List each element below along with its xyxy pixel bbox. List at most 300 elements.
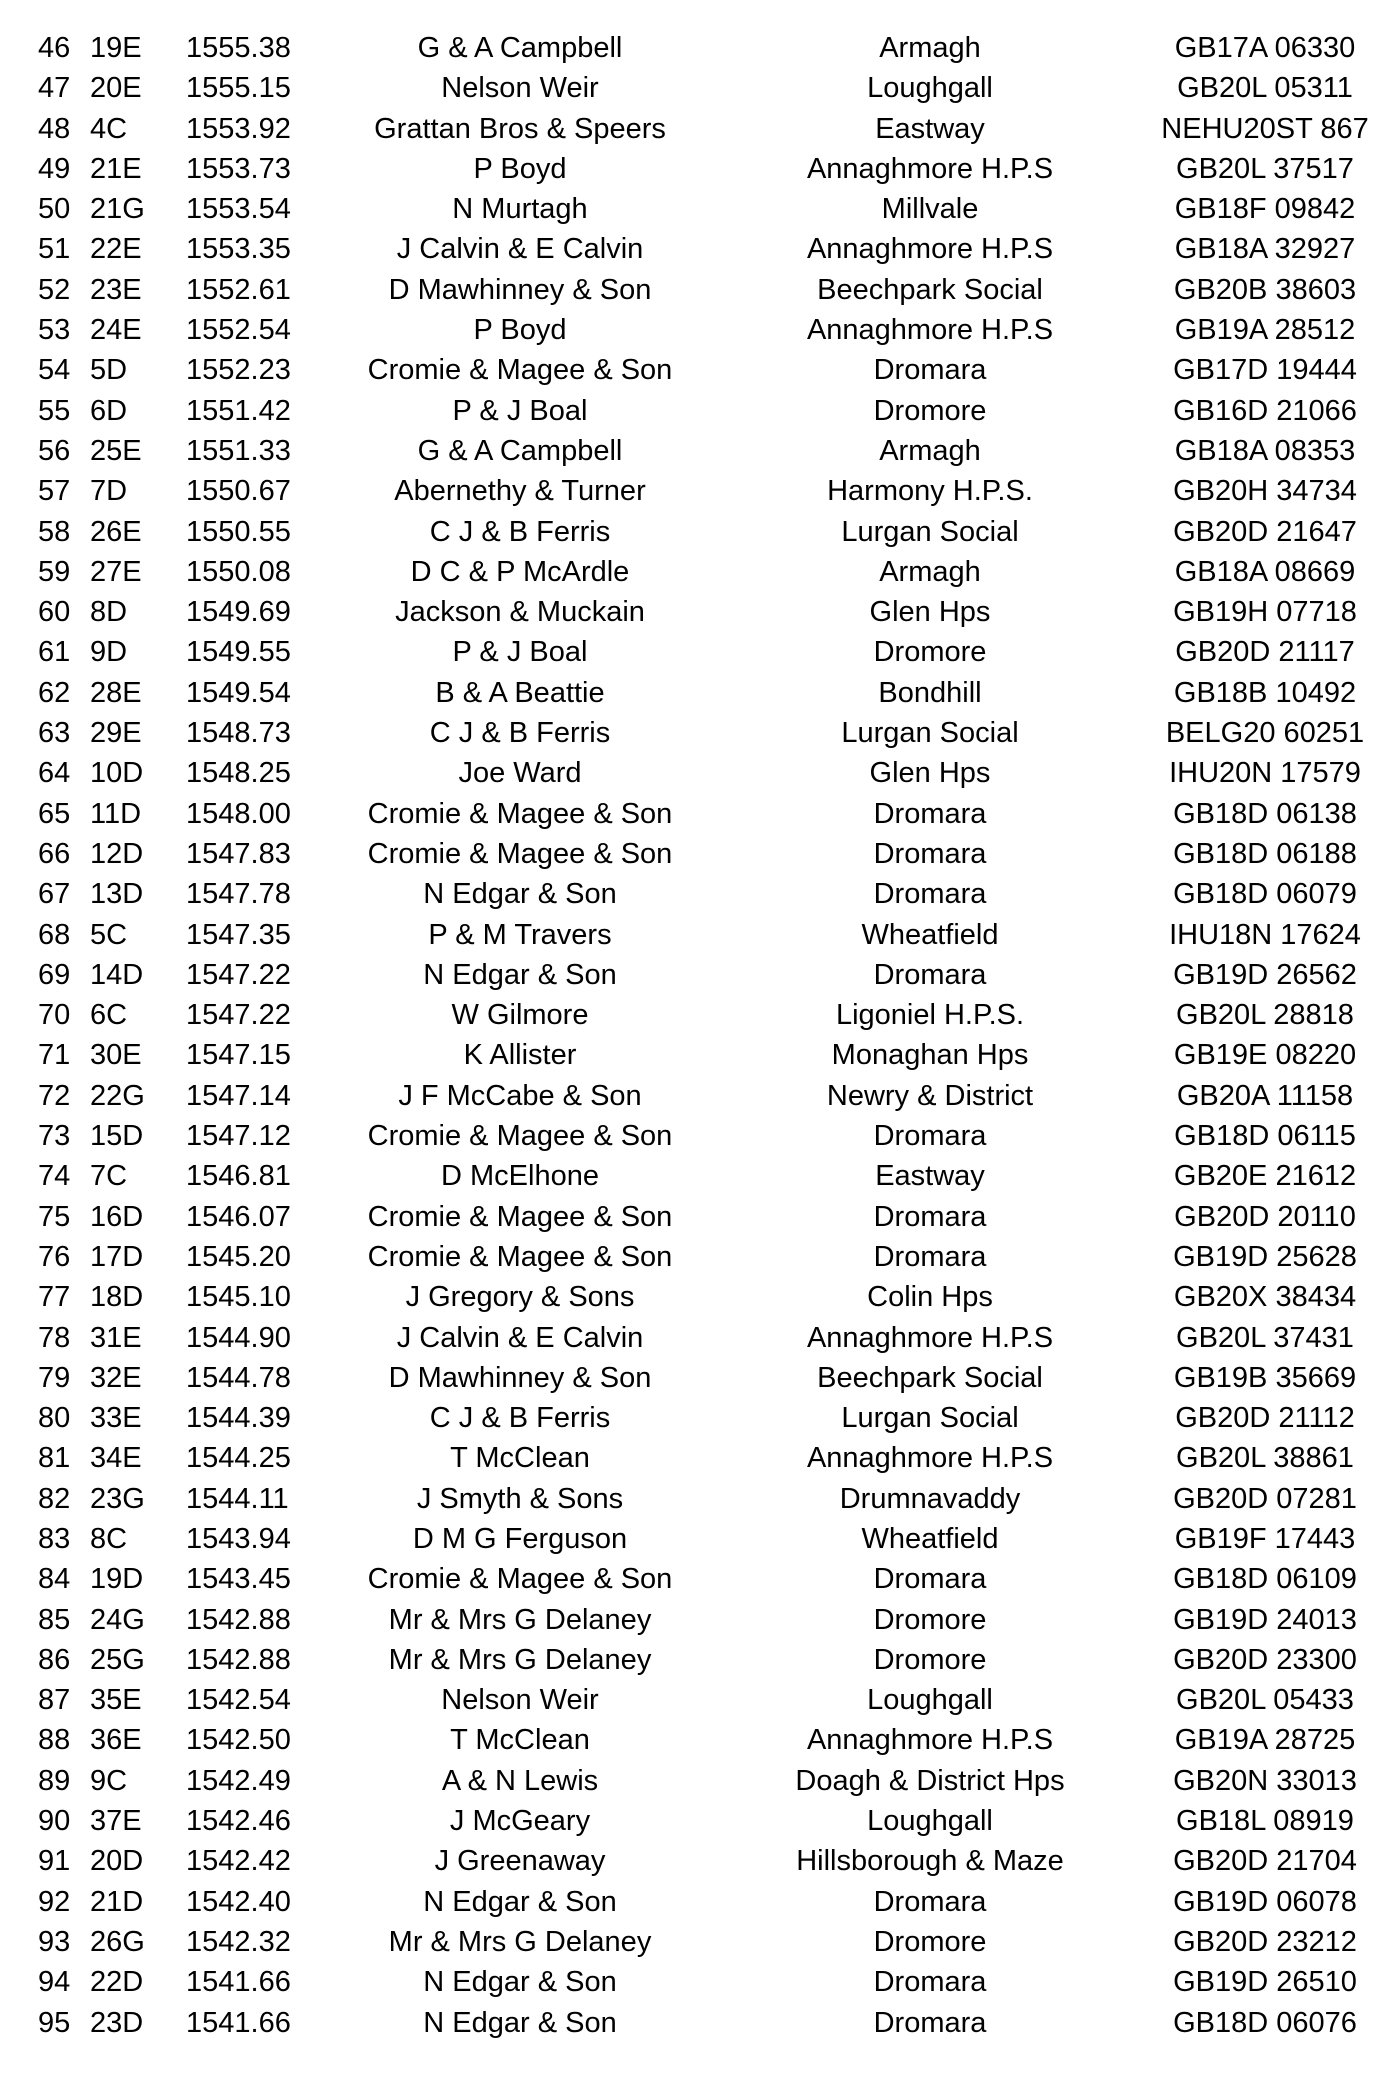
- section-code-cell: 19D: [90, 1563, 144, 1596]
- fancier-name-cell: J Smyth & Sons: [416, 1482, 624, 1515]
- fancier-name-cell: C J & B Ferris: [429, 515, 611, 548]
- section-code-cell: 15D: [90, 1120, 144, 1153]
- velocity-cell: 1552.23: [186, 354, 291, 387]
- position-cell: 68: [38, 918, 71, 951]
- position-cell: 49: [38, 152, 71, 185]
- section-code-cell: 25E: [90, 434, 142, 467]
- fancier-name-cell: N Edgar & Son: [423, 878, 617, 911]
- fancier-name-cell: T McClean: [450, 1724, 590, 1757]
- velocity-cell: 1551.42: [186, 394, 291, 427]
- ring-number-cell: GB20B 38603: [1173, 273, 1357, 306]
- velocity-cell: 1542.88: [186, 1603, 291, 1636]
- club-cell: Annaghmore H.P.S: [806, 152, 1054, 185]
- club-cell: Dromore: [873, 1603, 987, 1636]
- ring-number-cell: NEHU20ST 867: [1161, 112, 1369, 145]
- section-code-cell: 26E: [90, 515, 142, 548]
- fancier-name-cell: G & A Campbell: [417, 32, 623, 64]
- position-cell: 77: [38, 1281, 71, 1314]
- fancier-name-cell: D C & P McArdle: [410, 555, 630, 588]
- fancier-name-cell: N Edgar & Son: [423, 1966, 617, 1999]
- section-code-cell: 9C: [90, 1764, 128, 1797]
- velocity-cell: 1542.54: [186, 1684, 291, 1717]
- velocity-cell: 1542.50: [186, 1724, 291, 1757]
- club-cell: Annaghmore H.P.S: [806, 314, 1054, 347]
- fancier-name-cell: Nelson Weir: [441, 72, 599, 105]
- ring-number-cell: GB20D 21117: [1175, 636, 1355, 669]
- fancier-name-cell: N Edgar & Son: [423, 958, 617, 991]
- fancier-name-cell: Cromie & Magee & Son: [367, 1240, 673, 1273]
- ring-number-cell: GB19E 08220: [1173, 1039, 1357, 1072]
- fancier-name-cell: Cromie & Magee & Son: [367, 837, 673, 870]
- velocity-cell: 1542.32: [186, 1925, 291, 1958]
- table-row: [0, 1841, 1385, 1881]
- section-code-cell: 23E: [90, 273, 142, 306]
- position-cell: 47: [38, 72, 71, 105]
- section-code-cell: 22E: [90, 233, 142, 266]
- ring-number-cell: GB19B 35669: [1173, 1361, 1357, 1394]
- club-cell: Dromore: [873, 394, 987, 427]
- position-cell: 53: [38, 314, 71, 347]
- club-cell: Wheatfield: [861, 918, 999, 951]
- club-cell: Annaghmore H.P.S: [806, 233, 1054, 266]
- position-cell: 57: [38, 475, 71, 508]
- ring-number-cell: GB19D 24013: [1173, 1603, 1357, 1636]
- position-cell: 48: [38, 112, 71, 145]
- velocity-cell: 1547.22: [186, 958, 291, 991]
- velocity-cell: 1549.69: [186, 596, 291, 629]
- ring-number-cell: GB19D 25628: [1173, 1240, 1357, 1273]
- fancier-name-cell: Mr & Mrs G Delaney: [388, 1603, 652, 1636]
- section-code-cell: 4C: [90, 112, 128, 145]
- position-cell: 50: [38, 193, 71, 226]
- fancier-name-cell: J F McCabe & Son: [398, 1079, 642, 1112]
- fancier-name-cell: Cromie & Magee & Son: [367, 1200, 673, 1233]
- table-row: [0, 1358, 1385, 1398]
- velocity-cell: 1548.73: [186, 717, 291, 750]
- club-cell: Bondhill: [878, 676, 982, 709]
- table-row: [0, 1962, 1385, 2002]
- section-code-cell: 23G: [90, 1482, 145, 1515]
- ring-number-cell: GB20D 21112: [1175, 1402, 1355, 1435]
- section-code-cell: 14D: [90, 958, 144, 991]
- section-code-cell: 26G: [90, 1925, 145, 1958]
- section-code-cell: 10D: [90, 757, 144, 790]
- club-cell: Drumnavaddy: [839, 1482, 1021, 1515]
- section-code-cell: 20D: [90, 1845, 144, 1878]
- position-cell: 75: [38, 1200, 71, 1233]
- position-cell: 94: [38, 1966, 71, 1999]
- table-row: [0, 874, 1385, 914]
- velocity-cell: 1542.42: [186, 1845, 291, 1878]
- fancier-name-cell: N Murtagh: [452, 193, 588, 226]
- velocity-cell: 1548.25: [186, 757, 291, 790]
- fancier-name-cell: D Mawhinney & Son: [388, 1361, 652, 1394]
- velocity-cell: 1547.12: [186, 1120, 291, 1153]
- fancier-name-cell: Joe Ward: [458, 757, 582, 790]
- velocity-cell: 1542.49: [186, 1764, 291, 1797]
- fancier-name-cell: Jackson & Muckain: [395, 596, 645, 629]
- club-cell: Glen Hps: [869, 596, 991, 629]
- table-row: [0, 1197, 1385, 1237]
- ring-number-cell: GB19A 28725: [1174, 1724, 1356, 1757]
- velocity-cell: 1544.90: [186, 1321, 291, 1354]
- ring-number-cell: GB17A 06330: [1174, 32, 1356, 64]
- velocity-cell: 1550.67: [186, 475, 291, 508]
- ring-number-cell: GB20E 21612: [1173, 1160, 1357, 1193]
- club-cell: Loughgall: [867, 1805, 993, 1838]
- table-row: [0, 592, 1385, 632]
- section-code-cell: 32E: [90, 1361, 142, 1394]
- fancier-name-cell: Abernethy & Turner: [394, 475, 646, 508]
- position-cell: 54: [38, 354, 71, 387]
- club-cell: Newry & District: [826, 1079, 1034, 1112]
- table-row: [0, 1035, 1385, 1075]
- table-row: [0, 834, 1385, 874]
- club-cell: Dromara: [873, 1240, 987, 1273]
- position-cell: 78: [38, 1321, 71, 1354]
- table-row: [0, 1076, 1385, 1116]
- position-cell: 46: [38, 32, 71, 64]
- section-code-cell: 21D: [90, 1885, 144, 1918]
- velocity-cell: 1550.08: [186, 555, 291, 588]
- fancier-name-cell: D M G Ferguson: [412, 1522, 628, 1555]
- section-code-cell: 5D: [90, 354, 128, 387]
- position-cell: 58: [38, 515, 71, 548]
- fancier-name-cell: J Gregory & Sons: [405, 1281, 635, 1314]
- section-code-cell: 33E: [90, 1402, 142, 1435]
- ring-number-cell: GB20D 23212: [1173, 1925, 1357, 1958]
- velocity-cell: 1549.55: [186, 636, 291, 669]
- club-cell: Armagh: [879, 555, 981, 588]
- ring-number-cell: GB20D 21647: [1173, 515, 1357, 548]
- position-cell: 86: [38, 1643, 71, 1676]
- velocity-cell: 1541.66: [186, 2006, 291, 2039]
- velocity-cell: 1542.40: [186, 1885, 291, 1918]
- section-code-cell: 18D: [90, 1281, 144, 1314]
- velocity-cell: 1549.54: [186, 676, 291, 709]
- position-cell: 51: [38, 233, 71, 266]
- ring-number-cell: GB19A 28512: [1174, 314, 1356, 347]
- position-cell: 70: [38, 999, 71, 1032]
- ring-number-cell: BELG20 60251: [1165, 717, 1365, 750]
- ring-number-cell: GB19D 26562: [1173, 958, 1357, 991]
- table-row: [0, 270, 1385, 310]
- club-cell: Dromara: [873, 1120, 987, 1153]
- club-cell: Dromara: [873, 1966, 987, 1999]
- section-code-cell: 23D: [90, 2006, 144, 2039]
- velocity-cell: 1543.45: [186, 1563, 291, 1596]
- section-code-cell: 6D: [90, 394, 128, 427]
- position-cell: 72: [38, 1079, 71, 1112]
- velocity-cell: 1544.78: [186, 1361, 291, 1394]
- table-row: [0, 149, 1385, 189]
- club-cell: Annaghmore H.P.S: [806, 1321, 1054, 1354]
- table-row: [0, 995, 1385, 1035]
- club-cell: Doagh & District Hps: [795, 1764, 1065, 1797]
- club-cell: Dromara: [873, 2006, 987, 2039]
- table-row: [0, 955, 1385, 995]
- ring-number-cell: GB18F 09842: [1174, 193, 1356, 226]
- position-cell: 63: [38, 717, 71, 750]
- position-cell: 67: [38, 878, 71, 911]
- fancier-name-cell: P & M Travers: [428, 918, 612, 951]
- section-code-cell: 16D: [90, 1200, 144, 1233]
- club-cell: Dromara: [873, 837, 987, 870]
- ring-number-cell: GB19D 26510: [1173, 1966, 1357, 1999]
- velocity-cell: 1547.14: [186, 1079, 291, 1112]
- ring-number-cell: GB18D 06138: [1173, 797, 1357, 830]
- section-code-cell: 7D: [90, 475, 128, 508]
- position-cell: 76: [38, 1240, 71, 1273]
- table-row: [0, 109, 1385, 149]
- club-cell: Lurgan Social: [841, 515, 1019, 548]
- fancier-name-cell: P Boyd: [473, 152, 567, 185]
- table-row: [0, 1680, 1385, 1720]
- table-row: [0, 28, 1385, 68]
- table-row: [0, 794, 1385, 834]
- fancier-name-cell: J Calvin & E Calvin: [396, 1321, 644, 1354]
- ring-number-cell: GB20L 37431: [1176, 1321, 1354, 1354]
- section-code-cell: 35E: [90, 1684, 142, 1717]
- section-code-cell: 31E: [90, 1321, 142, 1354]
- fancier-name-cell: Mr & Mrs G Delaney: [388, 1925, 652, 1958]
- ring-number-cell: GB18A 08669: [1174, 555, 1356, 588]
- ring-number-cell: GB20L 05311: [1177, 72, 1353, 105]
- velocity-cell: 1547.78: [186, 878, 291, 911]
- table-row: [0, 1479, 1385, 1519]
- club-cell: Annaghmore H.P.S: [806, 1442, 1054, 1475]
- club-cell: Lurgan Social: [841, 1402, 1019, 1435]
- club-cell: Dromore: [873, 636, 987, 669]
- club-cell: Colin Hps: [867, 1281, 993, 1314]
- ring-number-cell: GB20D 07281: [1173, 1482, 1357, 1515]
- table-row: [0, 1237, 1385, 1277]
- club-cell: Millvale: [881, 193, 979, 226]
- velocity-cell: 1544.39: [186, 1402, 291, 1435]
- position-cell: 87: [38, 1684, 71, 1717]
- club-cell: Beechpark Social: [817, 1361, 1043, 1394]
- ring-number-cell: GB20L 05433: [1176, 1684, 1354, 1717]
- ring-number-cell: GB20D 21704: [1173, 1845, 1357, 1878]
- ring-number-cell: GB20N 33013: [1173, 1764, 1357, 1797]
- table-row: [0, 1438, 1385, 1478]
- section-code-cell: 30E: [90, 1039, 142, 1072]
- fancier-name-cell: C J & B Ferris: [429, 717, 611, 750]
- position-cell: 62: [38, 676, 71, 709]
- ring-number-cell: GB20D 20110: [1174, 1200, 1356, 1233]
- position-cell: 61: [38, 636, 71, 669]
- fancier-name-cell: Cromie & Magee & Son: [367, 354, 673, 387]
- velocity-cell: 1547.15: [186, 1039, 291, 1072]
- ring-number-cell: GB19F 17443: [1174, 1522, 1356, 1555]
- position-cell: 56: [38, 434, 71, 467]
- fancier-name-cell: G & A Campbell: [417, 434, 623, 467]
- club-cell: Dromara: [873, 878, 987, 911]
- position-cell: 79: [38, 1361, 71, 1394]
- ring-number-cell: IHU20N 17579: [1169, 757, 1361, 790]
- section-code-cell: 11D: [90, 797, 142, 830]
- club-cell: Dromore: [873, 1643, 987, 1676]
- table-row: [0, 229, 1385, 269]
- ring-number-cell: GB18D 06079: [1173, 878, 1357, 911]
- position-cell: 71: [38, 1039, 71, 1072]
- club-cell: Hillsborough & Maze: [796, 1845, 1064, 1878]
- club-cell: Loughgall: [867, 1684, 993, 1717]
- table-row: [0, 673, 1385, 713]
- velocity-cell: 1552.54: [186, 314, 291, 347]
- fancier-name-cell: J McGeary: [449, 1805, 591, 1838]
- velocity-cell: 1553.54: [186, 193, 291, 226]
- velocity-cell: 1548.00: [186, 797, 291, 830]
- club-cell: Dromore: [873, 1925, 987, 1958]
- position-cell: 60: [38, 596, 71, 629]
- section-code-cell: 13D: [90, 878, 144, 911]
- section-code-cell: 24G: [90, 1603, 145, 1636]
- ring-number-cell: GB20H 34734: [1173, 475, 1357, 508]
- section-code-cell: 22G: [90, 1079, 145, 1112]
- club-cell: Dromara: [873, 1885, 987, 1918]
- club-cell: Eastway: [875, 112, 985, 145]
- ring-number-cell: GB18D 06188: [1173, 837, 1357, 870]
- table-row: [0, 1156, 1385, 1196]
- position-cell: 55: [38, 394, 71, 427]
- fancier-name-cell: Mr & Mrs G Delaney: [388, 1643, 652, 1676]
- fancier-name-cell: J Calvin & E Calvin: [396, 233, 644, 266]
- velocity-cell: 1551.33: [186, 434, 291, 467]
- ring-number-cell: GB18D 06076: [1173, 2006, 1357, 2039]
- table-row: [0, 1640, 1385, 1680]
- section-code-cell: 22D: [90, 1966, 144, 1999]
- section-code-cell: 20E: [90, 72, 142, 105]
- table-row: [0, 512, 1385, 552]
- section-code-cell: 5C: [90, 918, 128, 951]
- fancier-name-cell: B & A Beattie: [435, 676, 605, 709]
- ring-number-cell: GB19D 06078: [1173, 1885, 1357, 1918]
- velocity-cell: 1555.38: [186, 32, 291, 64]
- fancier-name-cell: A & N Lewis: [441, 1764, 599, 1797]
- table-row: [0, 1720, 1385, 1760]
- velocity-cell: 1547.35: [186, 918, 291, 951]
- club-cell: Dromara: [873, 1200, 987, 1233]
- position-cell: 59: [38, 555, 71, 588]
- club-cell: Armagh: [879, 32, 981, 64]
- velocity-cell: 1546.81: [186, 1160, 291, 1193]
- table-row: [0, 1922, 1385, 1962]
- table-row: [0, 753, 1385, 793]
- fancier-name-cell: Cromie & Magee & Son: [367, 1563, 673, 1596]
- section-code-cell: 28E: [90, 676, 142, 709]
- ring-number-cell: GB18D 06115: [1174, 1120, 1356, 1153]
- position-cell: 85: [38, 1603, 71, 1636]
- section-code-cell: 29E: [90, 717, 142, 750]
- table-row: [0, 189, 1385, 229]
- club-cell: Dromara: [873, 797, 987, 830]
- table-row: [0, 2003, 1385, 2043]
- position-cell: 91: [38, 1845, 71, 1878]
- ring-number-cell: GB20D 23300: [1173, 1643, 1357, 1676]
- section-code-cell: 12D: [90, 837, 144, 870]
- section-code-cell: 27E: [90, 555, 142, 588]
- section-code-cell: 34E: [90, 1442, 142, 1475]
- fancier-name-cell: Cromie & Magee & Son: [367, 797, 673, 830]
- table-row: [0, 552, 1385, 592]
- velocity-cell: 1547.22: [186, 999, 291, 1032]
- fancier-name-cell: Cromie & Magee & Son: [367, 1120, 673, 1153]
- table-row: [0, 1559, 1385, 1599]
- velocity-cell: 1544.11: [186, 1482, 289, 1515]
- position-cell: 90: [38, 1805, 71, 1838]
- velocity-cell: 1553.73: [186, 152, 291, 185]
- ring-number-cell: IHU18N 17624: [1169, 918, 1361, 951]
- club-cell: Beechpark Social: [817, 273, 1043, 306]
- position-cell: 73: [38, 1120, 71, 1153]
- ring-number-cell: GB20L 38861: [1176, 1442, 1354, 1475]
- ring-number-cell: GB20L 37517: [1176, 152, 1354, 185]
- table-row: [0, 1519, 1385, 1559]
- ring-number-cell: GB20X 38434: [1173, 1281, 1357, 1314]
- ring-number-cell: GB18D 06109: [1173, 1563, 1357, 1596]
- position-cell: 89: [38, 1764, 71, 1797]
- table-row: [0, 350, 1385, 390]
- table-row: [0, 1116, 1385, 1156]
- position-cell: 88: [38, 1724, 71, 1757]
- fancier-name-cell: Nelson Weir: [441, 1684, 599, 1717]
- table-row: [0, 310, 1385, 350]
- position-cell: 82: [38, 1482, 71, 1515]
- section-code-cell: 6C: [90, 999, 128, 1032]
- club-cell: Ligoniel H.P.S.: [835, 999, 1025, 1032]
- position-cell: 93: [38, 1925, 71, 1958]
- section-code-cell: 36E: [90, 1724, 142, 1757]
- velocity-cell: 1545.10: [186, 1281, 291, 1314]
- ring-number-cell: GB18A 32927: [1174, 233, 1356, 266]
- position-cell: 69: [38, 958, 71, 991]
- table-row: [0, 431, 1385, 471]
- section-code-cell: 25G: [90, 1643, 145, 1676]
- ring-number-cell: GB18B 10492: [1173, 676, 1357, 709]
- club-cell: Wheatfield: [861, 1522, 999, 1555]
- section-code-cell: 17D: [90, 1240, 144, 1273]
- table-row: [0, 1600, 1385, 1640]
- table-row: [0, 471, 1385, 511]
- section-code-cell: 8C: [90, 1522, 128, 1555]
- club-cell: Harmony H.P.S.: [827, 475, 1033, 508]
- results-table: [0, 28, 1385, 2043]
- fancier-name-cell: N Edgar & Son: [423, 2006, 617, 2039]
- fancier-name-cell: D McElhone: [441, 1160, 599, 1193]
- velocity-cell: 1547.83: [186, 837, 291, 870]
- table-row: [0, 1801, 1385, 1841]
- velocity-cell: 1553.92: [186, 112, 291, 145]
- club-cell: Dromara: [873, 354, 987, 387]
- section-code-cell: 24E: [90, 314, 142, 347]
- ring-number-cell: GB20A 11158: [1176, 1079, 1354, 1112]
- position-cell: 84: [38, 1563, 71, 1596]
- position-cell: 95: [38, 2006, 71, 2039]
- position-cell: 81: [38, 1442, 71, 1475]
- fancier-name-cell: Grattan Bros & Speers: [374, 112, 666, 145]
- fancier-name-cell: T McClean: [450, 1442, 590, 1475]
- club-cell: Glen Hps: [869, 757, 991, 790]
- velocity-cell: 1543.94: [186, 1522, 291, 1555]
- ring-number-cell: GB18L 08919: [1176, 1805, 1354, 1838]
- velocity-cell: 1555.15: [186, 72, 291, 105]
- velocity-cell: 1542.88: [186, 1643, 291, 1676]
- table-row: [0, 68, 1385, 108]
- position-cell: 64: [38, 757, 71, 790]
- position-cell: 83: [38, 1522, 71, 1555]
- velocity-cell: 1552.61: [186, 273, 291, 306]
